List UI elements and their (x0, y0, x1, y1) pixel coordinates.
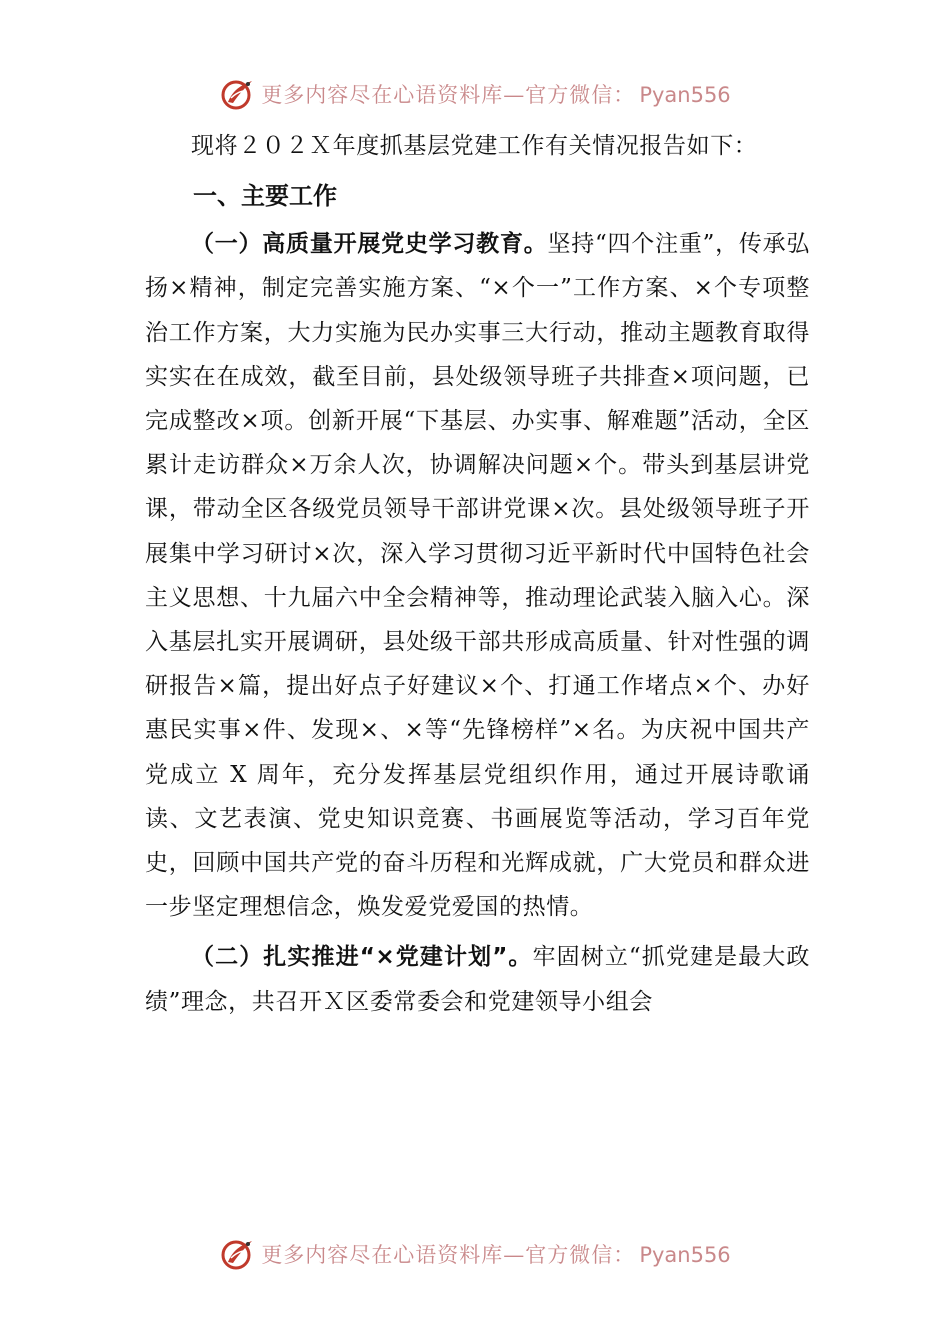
watermark-logo-icon (219, 1236, 255, 1272)
paragraph-lead-2: （二）扎实推进“×党建计划”。 (191, 944, 533, 971)
watermark-label: 更多内容尽在心语资料库—官方微信： (261, 1243, 636, 1267)
intro-paragraph: 现将２０２Ｘ年度抓基层党建工作有关情况报告如下： (191, 133, 758, 159)
watermark-header (0, 72, 950, 116)
watermark-text (261, 1239, 730, 1269)
paragraph-party-history-education (145, 222, 810, 929)
document-body (145, 124, 810, 1024)
paragraph-body-1: 坚持“四个注重”，传承弘扬×精神，制定完善实施方案、“×个一”工作方案、×个专项整治工作方案，大力实施为民办实事三大行动，推动主题教育取得实实在在成效，截至目前，县处级领导班子共排查×项问题，已完成整改×项。创新开展“下基层、办实事、解难题”活动，全区累计走访群众×万余人次，协调解决问题×个。带头到基层讲党课，带动全区各级党员领导干部讲党课×次。县处级领导班子开展集中学习研讨×次，深入学习贯彻习近平新时代中国特色社会主义思想、十九届六中全会精神等，推动理论武装入脑入心。深入基层扎实开展调研，县处级干部共形成高质量、针对性强的调研报告×篇，提出好点子好建议×个、打通工作堵点×个、办好惠民实事×件、发现×、×等“先锋榜样”×名。为庆祝中国共产党成立 X 周年，充分发挥基层党组织作用，通过开展诗歌诵读、文艺表演、党史知识竞赛、书画展览等活动，学习百年党史，回顾中国共产党的奋斗历程和光辉成就，广大党员和群众进一步坚定理想信念，焕发爱党爱国的热情。 (145, 231, 811, 921)
section-heading-main-work: 一、主要工作 (193, 182, 337, 211)
paragraph-body-2: 牢固树立“抓党建是最大政绩”理念，共召开Ｘ区委常委会和党建领导小组会 (145, 944, 810, 1015)
watermark-wechat-id: Pyan556 (639, 1243, 731, 1267)
watermark-text (261, 79, 730, 109)
paragraph-party-building-plan (145, 935, 810, 1023)
watermark-label: 更多内容尽在心语资料库—官方微信： (261, 83, 636, 107)
watermark-footer (0, 1232, 950, 1276)
watermark-wechat-id: Pyan556 (639, 83, 731, 107)
paragraph-lead-1: （一）高质量开展党史学习教育。 (191, 231, 548, 258)
watermark-logo-icon (219, 76, 255, 112)
